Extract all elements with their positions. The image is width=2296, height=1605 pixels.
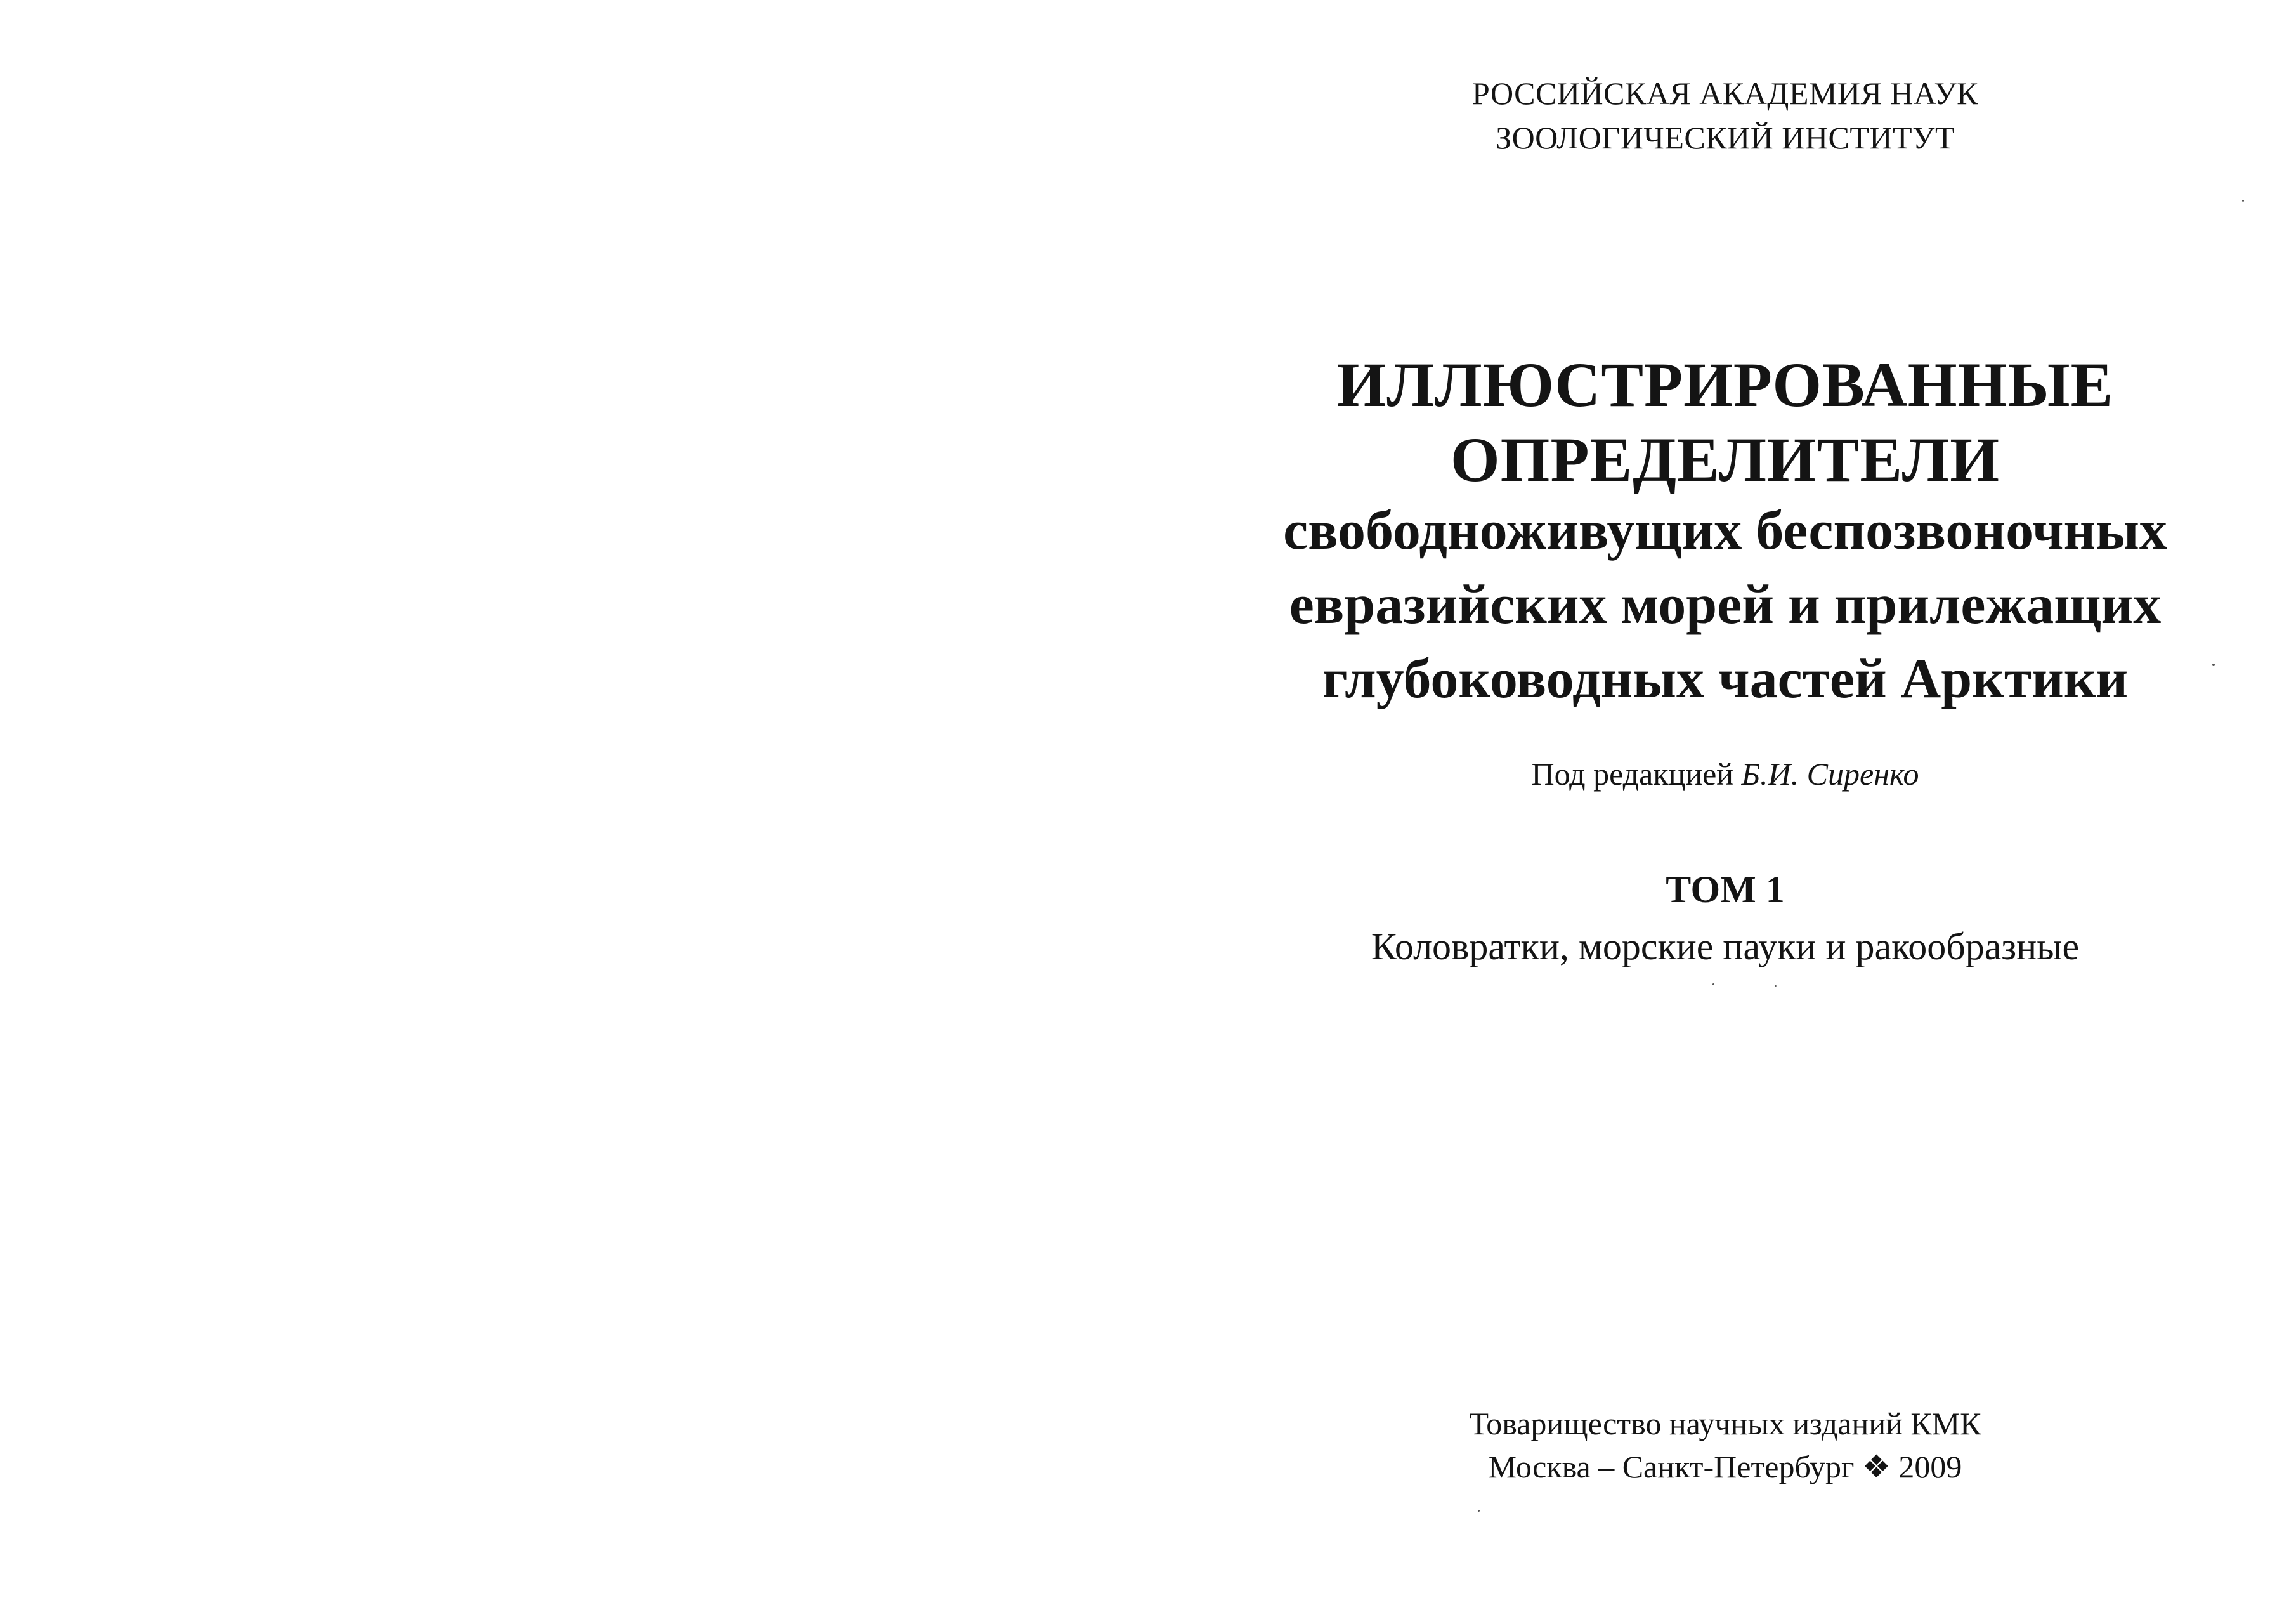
title-page	[1148, 0, 2296, 1605]
title-sub-line-3: глубоководных частей Арктики	[1322, 648, 2129, 710]
title-main-line-2: ОПРЕДЕЛИТЕЛИ	[1450, 424, 2000, 495]
book-title-subtitle	[1205, 494, 2245, 716]
scan-speck	[1478, 1510, 1480, 1512]
volume-subtitle: Коловратки, морские пауки и ракообразные	[1371, 926, 2080, 967]
book-title-main	[1205, 348, 2245, 497]
title-main-line-1: ИЛЛЮСТРИРОВАННЫЕ	[1336, 350, 2114, 420]
publisher-name: Товарищество научных изданий КМК	[1469, 1406, 1981, 1441]
title-sub-line-1: свободноживущих беспозвоночных	[1283, 500, 2167, 561]
publisher-imprint	[1205, 1445, 2245, 1488]
diamond-ornament-icon: ❖	[1862, 1449, 1891, 1484]
editor-name: Б.И. Сиренко	[1741, 756, 1919, 792]
publication-year: 2009	[1898, 1449, 1962, 1484]
title-sub-line-2: евразийских морей и прилежащих	[1289, 574, 2162, 636]
publisher-block	[1205, 1402, 2245, 1488]
scan-speck	[1712, 983, 1714, 985]
scan-speck	[2212, 664, 2215, 666]
publisher-city: Москва – Санкт-Петербург	[1488, 1449, 1855, 1484]
institution-institute: ЗООЛОГИЧЕСКИЙ ИНСТИТУТ	[1496, 120, 1955, 155]
institution-academy: РОССИЙСКАЯ АКАДЕМИЯ НАУК	[1472, 75, 1978, 111]
institution-header	[1205, 71, 2245, 160]
scan-speck	[1775, 985, 1777, 987]
scan-speck	[2242, 200, 2244, 202]
volume-label: ТОМ 1	[1666, 868, 1785, 910]
editor-prefix: Под редакцией	[1531, 756, 1734, 792]
editor-credit	[1205, 754, 2245, 794]
